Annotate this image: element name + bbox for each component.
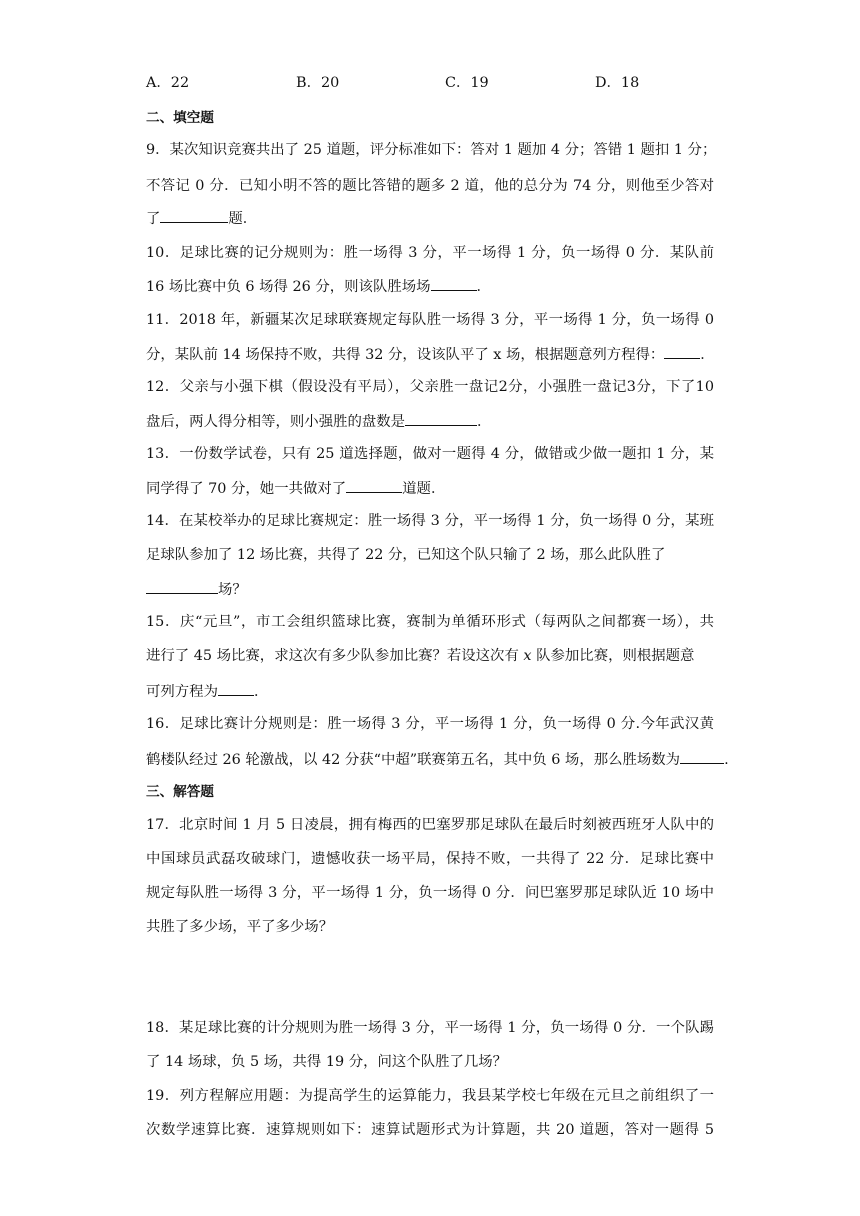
question-16-line-2 (146, 748, 729, 770)
question-9-text: 题． (228, 211, 258, 227)
question-17-line-4: 共胜了多少场，平了多少场？ (146, 919, 334, 935)
question-15-text: ． (253, 684, 269, 700)
answer-blank[interactable] (431, 275, 477, 291)
question-11-text: 分，某队前 14 场保持不败，共得 32 分，设该队平了 x 场，根据题意列方程得： (146, 347, 665, 363)
option-b: B．20 (296, 75, 340, 91)
question-15-line-1: 15．庆“元旦”，市工会组织篮球比赛，赛制为单循环形式（每两队之间都赛一场），共 (146, 614, 714, 630)
question-9-line-3 (146, 207, 257, 229)
answer-blank[interactable] (160, 207, 228, 223)
question-15-text: 队参加比赛，则根据题意 (536, 648, 695, 664)
question-11-text: ． (700, 347, 715, 363)
question-14-line-1: 14．在某校举办的足球比赛规定：胜一场得 3 分，平一场得 1 分，负一场得 0 分，某班 (146, 513, 714, 529)
question-15-line-3 (146, 680, 268, 702)
question-17-line-1: 17．北京时间 1 月 5 日凌晨，拥有梅西的巴塞罗那足球队在最后时刻被西班牙人队中的 (146, 817, 714, 833)
question-12-text: 盘后，两人得分相等，则小强胜的盘数是 (146, 414, 406, 430)
answer-blank[interactable] (346, 477, 402, 493)
question-19-line-2: 次数学速算比赛．速算规则如下：速算试题形式为计算题，共 20 道题，答对一题得 5 (146, 1122, 714, 1138)
question-9-line-2: 不答记 0 分．已知小明不答的题比答错的题多 2 道，他的总分为 74 分，则他至少答对 (146, 178, 714, 194)
question-14-line-2: 足球队参加了 12 场比赛，共得了 22 分，已知这个队只输了 2 场，那么此队胜了 (146, 547, 666, 563)
question-10-line-1: 10．足球比赛的记分规则为：胜一场得 3 分，平一场得 1 分，负一场得 0 分．某队前 (146, 245, 714, 261)
option-a: A．22 (146, 75, 190, 91)
question-12-line-2 (146, 410, 491, 432)
question-13-text: 同学得了 70 分，她一共做对了 (146, 481, 347, 497)
answer-blank[interactable] (405, 410, 477, 426)
question-17-line-2: 中国球员武磊攻破球门，遗憾收获一场平局，保持不败，一共得了 22 分．足球比赛中 (146, 851, 714, 867)
question-16-text: . (724, 752, 729, 768)
answer-blank[interactable] (218, 680, 254, 696)
section-fill-in-heading: 二、填空题 (146, 110, 214, 126)
question-18-line-1: 18．某足球比赛的计分规则为胜一场得 3 分，平一场得 1 分，负一场得 0 分．一个队踢 (146, 1020, 714, 1036)
question-17-line-3: 规定每队胜一场得 3 分，平一场得 1 分，负一场得 0 分．问巴塞罗那足球队近 10 场中 (146, 885, 714, 901)
question-10-text: ． (476, 279, 491, 295)
question-15-line-2 (146, 646, 694, 666)
question-12-text: ． (477, 414, 492, 430)
question-16-line-1: 16．足球比赛计分规则是：胜一场得 3 分，平一场得 1 分，负一场得 0 分.今年武汉黄 (146, 716, 714, 732)
variable-x: x (523, 648, 532, 664)
section-solve-heading: 三、解答题 (146, 784, 214, 800)
answer-blank[interactable] (146, 578, 218, 594)
question-11-line-1: 11．2018 年，新疆某次足球联赛规定每队胜一场得 3 分，平一场得 1 分，负一场得 0 (146, 312, 714, 328)
option-c: C．19 (445, 75, 489, 91)
question-14-text: 场？ (218, 582, 247, 598)
question-19-line-1: 19．列方程解应用题：为提高学生的运算能力，我县某学校七年级在元旦之前组织了一 (146, 1088, 714, 1104)
question-9-text: 了 (146, 211, 161, 227)
question-15-text: 可列方程为 (146, 684, 218, 700)
question-10-line-2 (146, 275, 491, 297)
question-9-line-1: 9．某次知识竞赛共出了 25 道题，评分标准如下：答对 1 题加 4 分；答错 1 题扣 1 分； (146, 142, 717, 158)
question-14-line-3 (146, 578, 247, 600)
question-12-line-1: 12．父亲与小强下棋（假设没有平局），父亲胜一盘记2分，小强胜一盘记3分，下了10 (146, 379, 714, 395)
question-10-text: 16 场比赛中负 6 场得 26 分，则该队胜场场 (146, 279, 431, 295)
question-13-text: 道题． (402, 481, 446, 497)
question-13-line-1: 13．一份数学试卷，只有 25 道选择题，做对一题得 4 分，做错或少做一题扣 1 分，某 (146, 446, 714, 462)
answer-blank[interactable] (680, 748, 724, 764)
question-15-text: 进行了 45 场比赛，求这次有多少队参加比赛？若设这次有 (146, 648, 519, 664)
question-16-text: 鹤楼队经过 26 轮激战，以 42 分获“中超”联赛第五名，其中负 6 场，那么胜场数为 (146, 752, 681, 768)
question-11-line-2 (146, 343, 715, 365)
option-d: D．18 (595, 75, 640, 91)
answer-blank[interactable] (664, 343, 700, 359)
question-18-line-2: 了 14 场球，负 5 场，共得 19 分，问这个队胜了几场？ (146, 1054, 508, 1070)
question-13-line-2 (146, 477, 445, 499)
